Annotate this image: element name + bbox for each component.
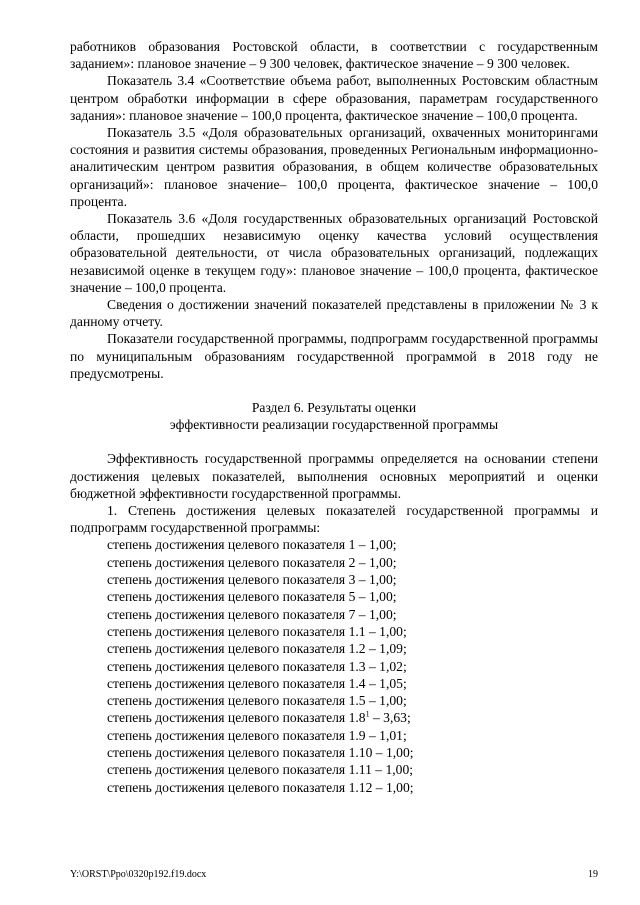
list-item: степень достижения целевого показателя 3 – 1,00; <box>107 572 397 588</box>
list-item: степень достижения целевого показателя 1.2 – 1,09; <box>107 641 407 657</box>
list-item: степень достижения целевого показателя 2 – 1,00; <box>107 554 397 570</box>
paragraph: работников образования Ростовской области, в соответствии с государственным заданием»: плановое значение – 9 300 человек, фактическое значение – 9 300 человек. <box>70 39 598 72</box>
document-body <box>70 38 598 796</box>
file-path: Y:\ORST\Ppo\0320p192.f19.docx <box>70 869 207 880</box>
list-item: степень достижения целевого показателя 1.9 – 1,01; <box>107 727 407 743</box>
paragraph: Эффективность государственной программы определяется на основании степени достижения целевых показателей, выполнения основных мероприятий и оценки бюджетной эффективности государственной программы. <box>70 451 598 501</box>
list-item-value: – 3,63; <box>369 710 411 726</box>
list-item <box>70 709 598 726</box>
page-footer <box>70 869 598 880</box>
list-item: степень достижения целевого показателя 1.4 – 1,05; <box>107 675 407 691</box>
list-item: степень достижения целевого показателя 1.11 – 1,00; <box>107 762 414 778</box>
paragraph: Показатель 3.4 «Соответствие объема работ, выполненных Ростовским областным центром обработки информации в сфере образования, параметрам государственного задания»: плановое значение – 100,0 процента, фактическое значение – 100,0 процента. <box>70 73 598 123</box>
list-item: степень достижения целевого показателя 1.5 – 1,00; <box>107 693 407 709</box>
paragraph: Показатель 3.5 «Доля образовательных организаций, охваченных мониторингами состояния и развития системы образования, проведенных Региональным информационно-аналитическим центром развития образования, в общем количестве образовательных организаций»: плановое значение– 100,0 процента, фактическое значение – 100,0 процента. <box>70 125 598 209</box>
section-subtitle: эффективности реализации государственной программы <box>169 417 499 433</box>
list-item: степень достижения целевого показателя 1.3 – 1,02; <box>107 658 407 674</box>
footnote-marker: 1 <box>365 709 370 719</box>
page-number: 19 <box>588 869 598 880</box>
list-item: степень достижения целевого показателя 1 – 1,00; <box>107 537 397 553</box>
list-item: степень достижения целевого показателя 5 – 1,00; <box>107 589 397 605</box>
list-item: степень достижения целевого показателя 1.10 – 1,00; <box>107 745 414 761</box>
paragraph: Показатели государственной программы, подпрограмм государственной программы по муниципальным образованиям государственной программой в 2018 году не предусмотрены. <box>70 331 598 381</box>
paragraph: 1. Степень достижения целевых показателей государственной программы и подпрограмм государственной программы: <box>70 503 598 536</box>
list-item: степень достижения целевого показателя 1.1 – 1,00; <box>107 623 407 639</box>
list-item-text: степень достижения целевого показателя 1.8 <box>107 710 366 726</box>
paragraph: Сведения о достижении значений показателей представлены в приложении № 3 к данному отчету. <box>70 297 598 330</box>
paragraph: Показатель 3.6 «Доля государственных образовательных организаций Ростовской области, прошедших независимую оценку качества условий осуществления образовательной деятельности, от числа образовательных организаций, подлежащих независимой оценке в текущем году»: плановое значение – 100,0 процента, фактическое значение – 100,0 процента. <box>70 211 598 295</box>
list-item: степень достижения целевого показателя 1.12 – 1,00; <box>107 779 414 795</box>
section-title: Раздел 6. Результаты оценки <box>251 400 417 416</box>
list-item: степень достижения целевого показателя 7 – 1,00; <box>107 606 397 622</box>
